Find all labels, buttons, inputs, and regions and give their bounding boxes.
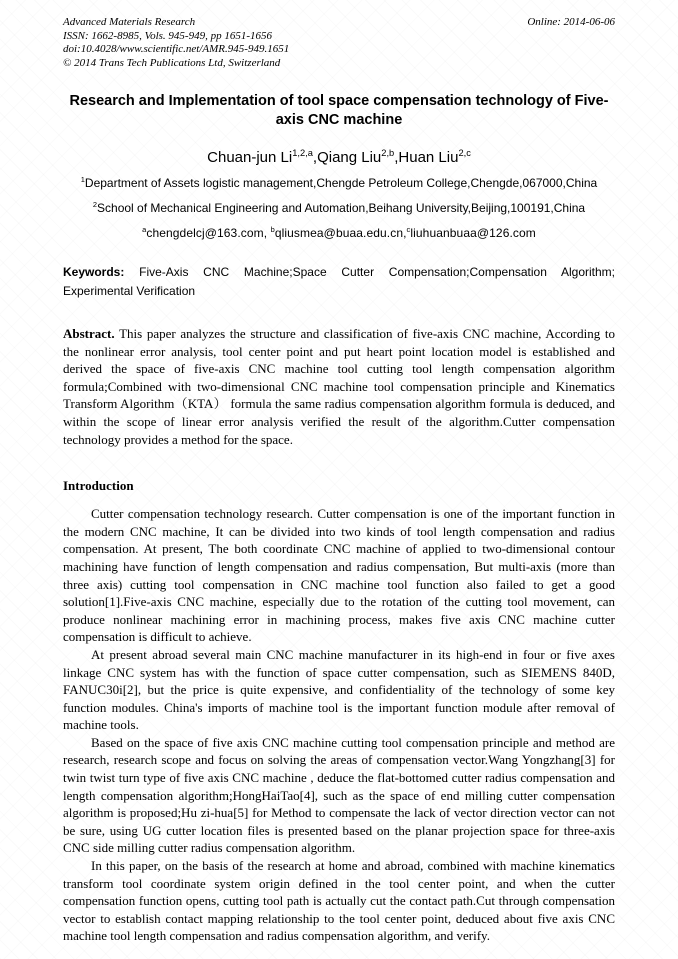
abstract-label: Abstract. (63, 326, 115, 341)
author-line: Chuan-jun Li$^{1,2,a}$,Qiang Liu$^{2,b}$,Huan Liu$^{2,c}$ (207, 148, 471, 166)
paragraph: In this paper, on the basis of the research at home and abroad, combined with machine kinematics transform tool coordinate system origin defined in the tool center point, and when the cutter compensation function opens, cutting tool path is actually cut the contact path.Cut through compensation vector to establish contact mapping relationship to the tool center point, deduced about five axis CNC machine tool length compensation and radius compensation algorithm, and verify. (63, 858, 615, 944)
keywords-label: Keywords: (63, 265, 125, 279)
paragraph: At present abroad several main CNC machine manufacturer in its high-end in four or five axes linkage CNC system has with the function of space cutter compensation, such as SIEMENS 840D, FANUC30i[2], but the price is quite expensive, and confidentiality of the technology of some key function modules. China's imports of machine tool is the important function module after removal of machine tools. (63, 646, 615, 733)
email-line: $^a$chengdelcj@163.com, $^b$qliusmea@buaa.edu.cn,$^c$liuhuanbuaa@126.com (142, 225, 536, 240)
publication-info (63, 16, 289, 70)
paragraph: Based on the space of five axis CNC machine cutting tool compensation principle and method are research, research scope and focus on solving the areas of compensation vector.Wang Yongzhang[3] for twin twist turn type of five axis CNC machine , deduce the flat-bottomed cutter radius compensation and length compensation algorithm;HongHaiTao[4], such as the space of end milling cutter compensation algorithm is proposed;Hu zi-hua[5] for Method to compensate the lack of vector direction vector can not be sure, using UG cutter location files is presented based on the planar projection space for three-axis CNC side milling cutter radius compensation algorithm. (63, 734, 615, 856)
superscript-marker: 2 (92, 200, 98, 209)
paper-title: Research and Implementation of tool space compensation technology of Five-axis CNC machine (69, 93, 609, 128)
superscript-marker: b (270, 225, 275, 234)
superscript-marker: a (142, 225, 147, 234)
superscript-marker: 1,2,a (292, 148, 313, 158)
keywords-text: Five-Axis CNC Machine;Space Cutter Compensation;Compensation Algorithm; Experimental Verification (63, 265, 615, 298)
issn-line: ISSN: 1662-8985, Vols. 945-949, pp 1651-1656 (63, 29, 272, 42)
paragraph: Cutter compensation technology research. Cutter compensation is one of the important function in the modern CNC machine, It can be divided into two kinds of tool length compensation and radius compensation. At present, The both coordinate CNC machine of applied to two-dimensional contour machining have function of length compensation and radius compensation, But multi-axis (more than three axis) cutting tool compensation in CNC machine tool function also failed to get a good solution[1].Five-axis CNC machine, especially due to the rotation of the cutting tool movement, can produce nonlinear machining error in machining process, makes five axis CNC machine cutter compensation is difficult to achieve. (63, 506, 615, 645)
publication-header (63, 16, 615, 70)
abstract (63, 325, 615, 448)
keywords-line (63, 263, 615, 301)
superscript-marker: 1 (80, 175, 85, 184)
journal-name: Advanced Materials Research (63, 16, 196, 28)
author-name: Chuan-jun Li (207, 149, 293, 166)
affiliation-line: $^2$School of Mechanical Engineering and Automation,Beihang University,Beijing,100191,China (92, 200, 586, 215)
superscript-marker: c (406, 225, 411, 234)
introduction-body (63, 505, 615, 945)
affiliation-line: $^1$Department of Assets logistic management,Chengde Petroleum College,Chengde,067000,China (80, 175, 598, 190)
superscript-marker: 2,c (458, 148, 471, 158)
doi-line: doi:10.4028/www.scientific.net/AMR.945-949.1651 (63, 43, 290, 55)
author-name: Qiang Liu (317, 149, 382, 166)
author-name: Huan Liu (398, 149, 459, 166)
superscript-marker: 2,b (381, 148, 395, 158)
copyright-line: © 2014 Trans Tech Publications Ltd, Switzerland (63, 56, 281, 69)
online-date: Online: 2014-06-06 (527, 16, 615, 28)
abstract-text: This paper analyzes the structure and classification of five-axis CNC machine, According to the nonlinear error analysis, tool center point and put heart point location model is established and derived the space of five-axis CNC machine tool cutting tool length compensation algorithm formula;Combined with two-dimensional CNC machine tool compensation principle and Kinematics Transform Algorithm（KTA） formula the same radius compensation algorithm formula is deduced, and within the scope of linear error analysis verified the result of the algorithm.Cutter compensation technology provides a method for the space. (63, 326, 616, 447)
affiliations-block (63, 176, 615, 216)
section-heading-introduction: Introduction (63, 478, 134, 494)
